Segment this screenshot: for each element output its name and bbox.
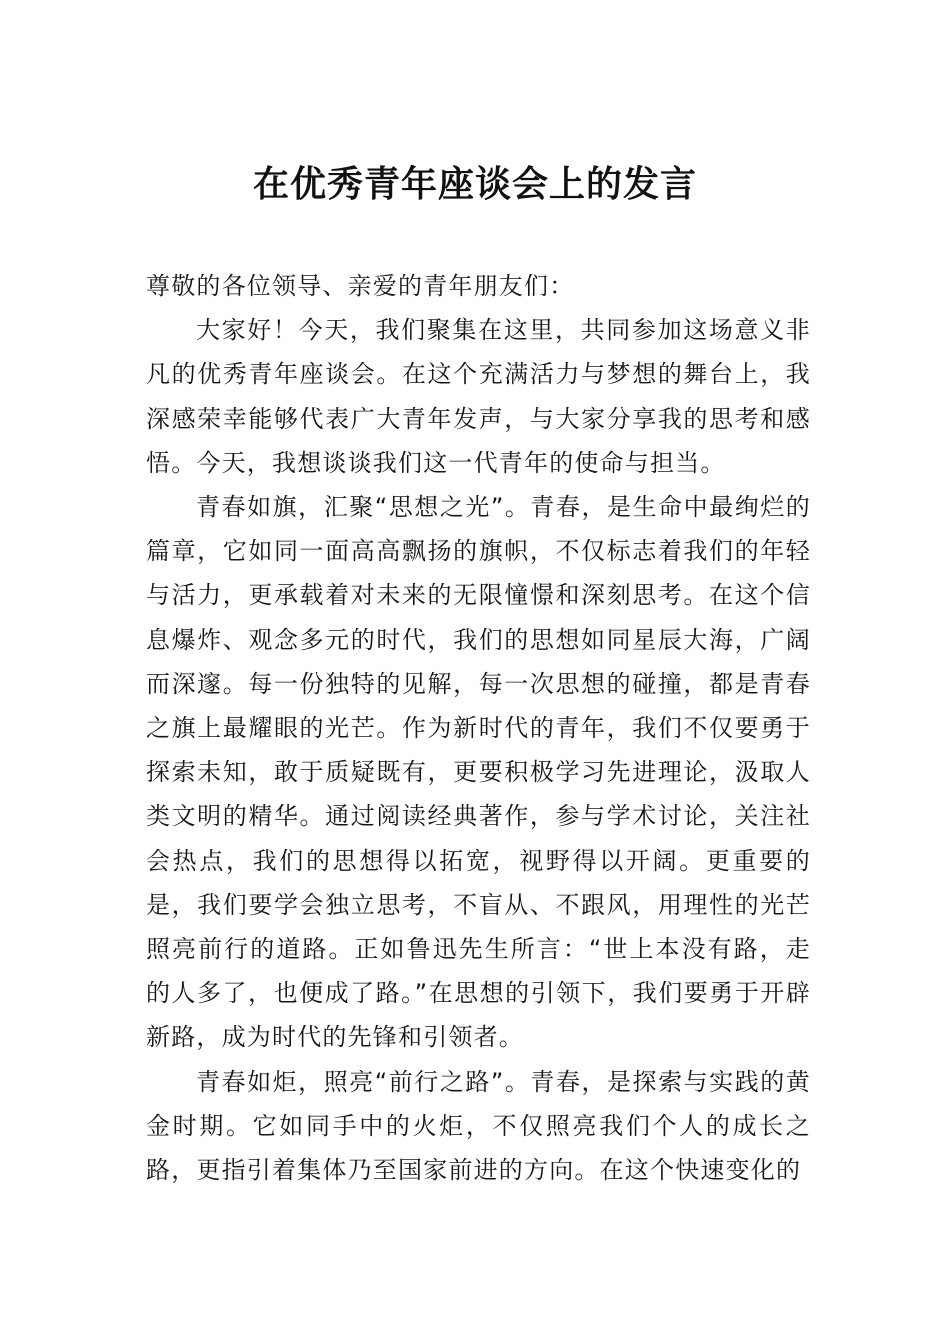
document-title: 在优秀青年座谈会上的发言: [252, 163, 697, 205]
salutation: 尊敬的各位领导、亲爱的青年朋友们：: [146, 272, 575, 300]
paragraph-thought: 青春如旗，汇聚“思想之光”。青春，是生命中最绚烂的篇章，它如同一面高高飘扬的旗帜，不仅标志着我们的年轻与活力，更承载着对未来的无限憧憬和深刻思考。在这个信息爆炸、观念多元的时代，我们的思想如同星辰大海，广阔而深邃。每一份独特的见解，每一次思想的碰撞，都是青春之旗上最耀眼的光芒。作为新时代的青年，我们不仅要勇于探索未知，敢于质疑既有，更要积极学习先进理论，汲取人类文明的精华。通过阅读经典著作，参与学术讨论，关注社会热点，我们的思想得以拓宽，视野得以开阔。更重要的是，我们要学会独立思考，不盲从、不跟风，用理性的光芒照亮前行的道路。正如鲁迅先生所言：“世上本没有路，走的人多了，也便成了路。”在思想的引领下，我们要勇于开辟新路，成为时代的先锋和引领者。: [146, 493, 811, 1052]
document-body: [146, 264, 811, 1192]
paragraph-path: 青春如炬，照亮“前行之路”。青春，是探索与实践的黄金时期。它如同手中的火炬，不仅照亮我们个人的成长之路，更指引着集体乃至国家前进的方向。在这个快速变化的: [146, 1067, 811, 1185]
paragraph-greeting: 大家好！今天，我们聚集在这里，共同参加这场意义非凡的优秀青年座谈会。在这个充满活力与梦想的舞台上，我深感荣幸能够代表广大青年发声，与大家分享我的思考和感悟。今天，我想谈谈我们这一代青年的使命与担当。: [146, 316, 811, 477]
